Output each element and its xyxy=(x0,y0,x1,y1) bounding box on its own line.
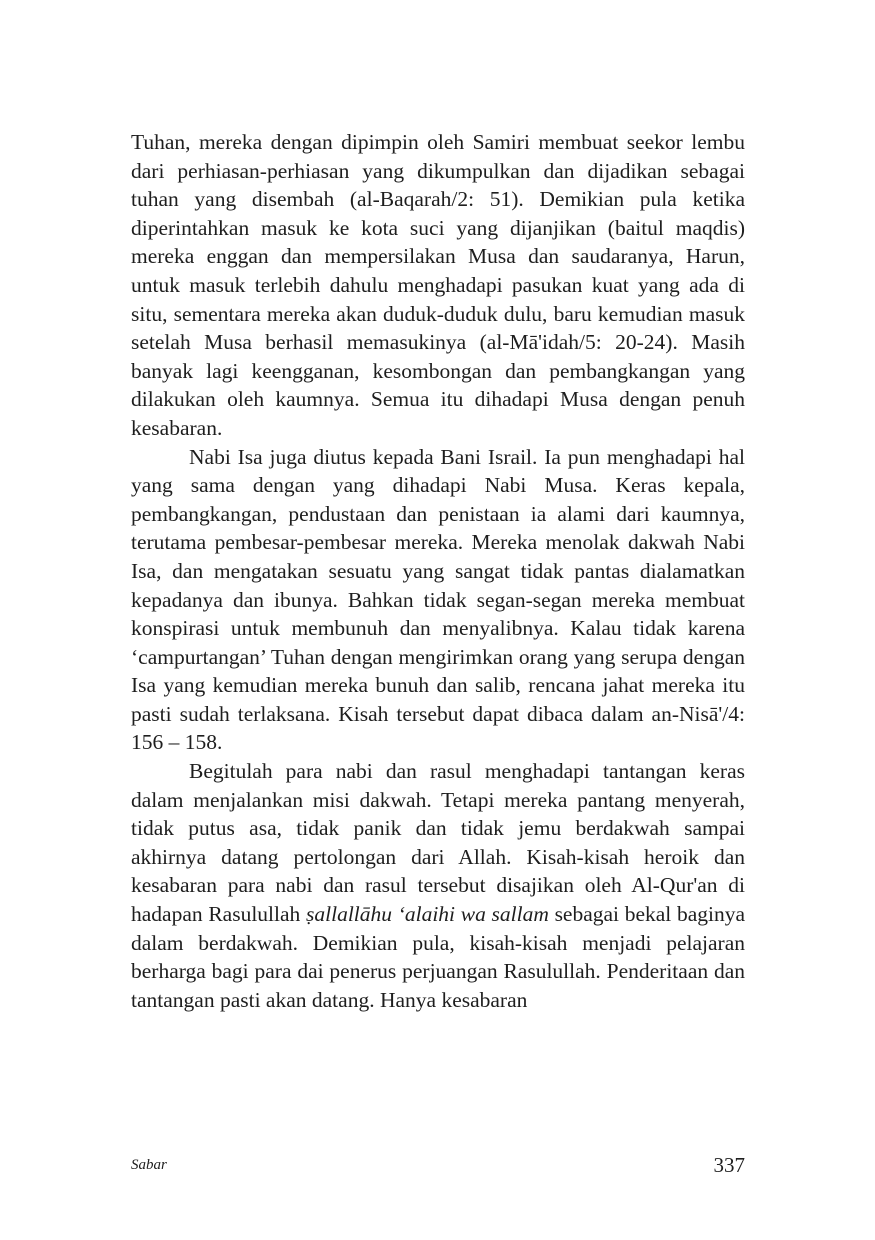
paragraph-3-text-before: Begitulah para nabi dan rasul menghadapi tantangan keras dalam menjalankan misi dakwah. Tetapi mereka pantang menyerah, tidak putus asa, tidak panik dan tidak jemu berdakwah sampai akhirnya datang pertolongan dari Allah. Kisah-kisah heroik dan kesabaran para nabi dan rasul tersebut disajikan oleh Al-Qur'an di hadapan Rasulullah xyxy=(131,759,745,927)
page-number: 337 xyxy=(713,1153,745,1177)
body-text xyxy=(131,128,745,1014)
running-footer-title: Sabar xyxy=(131,1157,167,1173)
paragraph-3 xyxy=(131,757,745,1014)
honorific-phrase: ṣallallāhu ‘alaihi wa sallam xyxy=(306,902,549,927)
paragraph-1: Tuhan, mereka dengan dipimpin oleh Samiri membuat seekor lembu dari perhiasan-perhiasan yang dikumpulkan dan dijadikan sebagai tuhan yang disembah (al-Baqarah/2: 51). Demikian pula ketika diperintahkan masuk ke kota suci yang dijanjikan (baitul maqdis) mereka enggan dan mempersilakan Musa dan saudaranya, Harun, untuk masuk terlebih dahulu menghadapi pasukan kuat yang ada di situ, sementara mereka akan duduk-duduk dulu, baru kemudian masuk setelah Musa berhasil memasukinya (al-Mā'idah/5: 20-24). Masih banyak lagi keengganan, kesombongan dan pembangkangan yang dilakukan oleh kaumnya. Semua itu dihadapi Musa dengan penuh kesabaran. xyxy=(131,130,745,440)
paragraph-3-text-after: sebagai bekal baginya dalam berdakwah. Demikian pula, kisah-kisah menjadi pelajaran berharga bagi para dai penerus perjuangan Rasulullah. Penderitaan dan tantangan pasti akan datang. Hanya kesabaran xyxy=(131,902,746,1012)
paragraph-2: Nabi Isa juga diutus kepada Bani Israil. Ia pun menghadapi hal yang sama dengan yang dihadapi Nabi Musa. Keras kepala, pembangkangan, pendustaan dan penistaan ia alami dari kaumnya, terutama pembesar-pembesar mereka. Mereka menolak dakwah Nabi Isa, dan mengatakan sesuatu yang sangat tidak pantas dialamatkan kepadanya dan ibunya. Bahkan tidak segan-segan mereka membuat konspirasi untuk membunuh dan menyalibnya. Kalau tidak karena ‘campurtangan’ Tuhan dengan mengirimkan orang yang serupa dengan Isa yang kemudian mereka bunuh dan salib, rencana jahat mereka itu pasti sudah terlaksana. Kisah tersebut dapat dibaca dalam an-Nisā'/4: 156 – 158. xyxy=(131,444,745,755)
